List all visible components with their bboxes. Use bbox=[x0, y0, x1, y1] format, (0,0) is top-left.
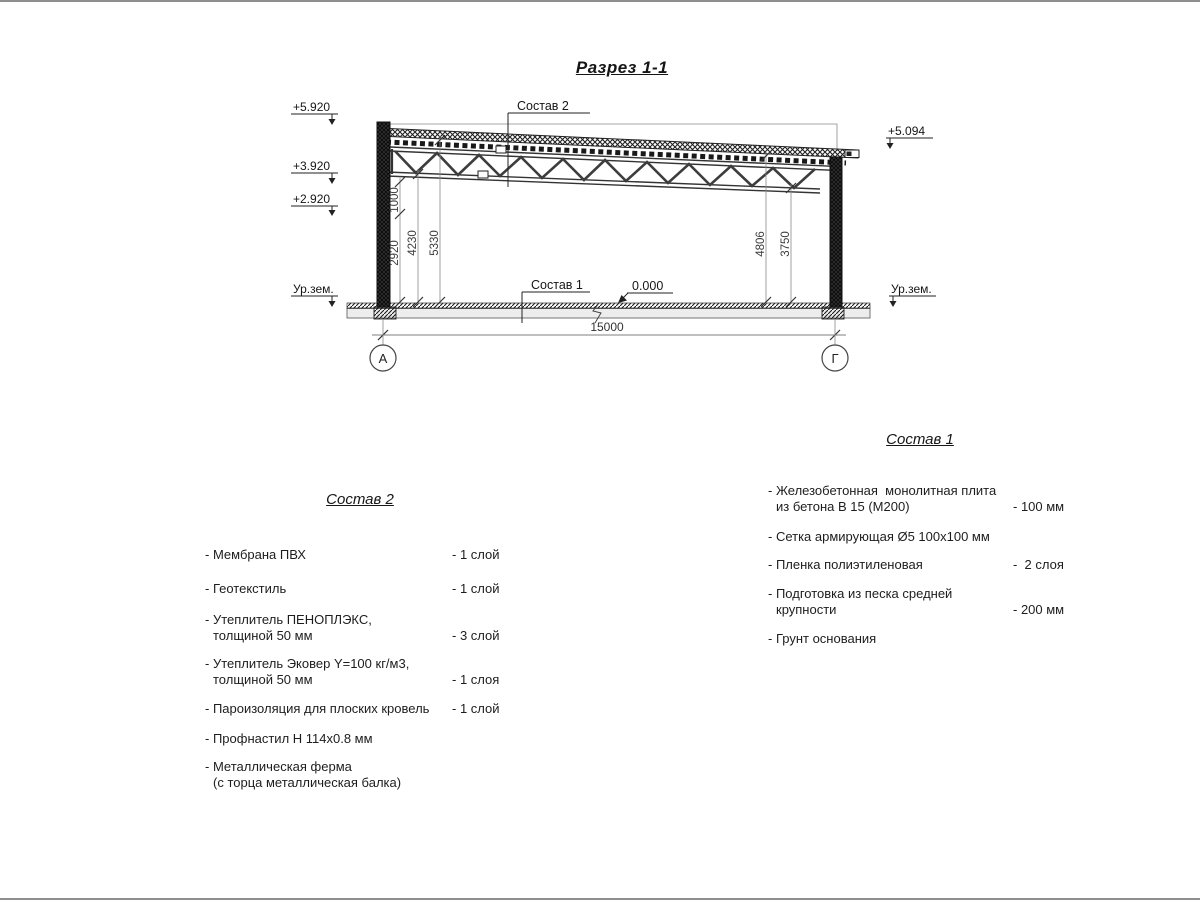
roof-composition-list bbox=[200, 487, 520, 817]
dim-4230: 4230 bbox=[407, 230, 419, 256]
svg-text:Ур.зем.: Ур.зем. bbox=[891, 282, 932, 296]
list-item: - Утеплитель Эковер Y=100 кг/м3, толщиной 50 мм - 1 слоя bbox=[205, 656, 500, 687]
roof-end-plate bbox=[845, 150, 859, 158]
svg-text:+5.094: +5.094 bbox=[888, 124, 926, 138]
dim-5330: 5330 bbox=[429, 230, 441, 256]
svg-text:Состав 1: Состав 1 bbox=[531, 278, 583, 292]
axis-left bbox=[370, 320, 396, 371]
span-dimension bbox=[372, 320, 846, 335]
list-item: - Геотекстиль - 1 слой bbox=[205, 581, 500, 596]
dim-3750: 3750 bbox=[780, 231, 792, 257]
axis-right bbox=[822, 320, 848, 371]
page-title: Разрез 1-1 bbox=[575, 58, 669, 77]
list-item: - Подготовка из песка средней крупности - 200 мм bbox=[768, 586, 1065, 617]
foundation-right bbox=[822, 307, 844, 319]
zero-level-mark bbox=[618, 279, 673, 303]
svg-text:+2.920: +2.920 bbox=[293, 192, 331, 206]
truss-connector-bottom bbox=[478, 171, 488, 178]
section-drawing bbox=[0, 2, 1200, 432]
svg-text:+3.920: +3.920 bbox=[293, 159, 331, 173]
axis-letter-g: Г bbox=[831, 351, 839, 366]
ground-level-right bbox=[889, 282, 936, 307]
elevation-wall-left bbox=[291, 192, 338, 216]
roof-composition-header: Состав 2 bbox=[326, 491, 394, 508]
wall-left bbox=[377, 122, 390, 307]
dim-4806: 4806 bbox=[755, 231, 767, 257]
list-item: - Грунт основания bbox=[768, 631, 877, 646]
elevation-parapet-left bbox=[291, 100, 338, 125]
list-item: - Сетка армирующая Ø5 100х100 мм bbox=[768, 529, 990, 544]
svg-text:0.000: 0.000 bbox=[632, 279, 664, 293]
list-item: - Пленка полиэтиленовая - 2 слоя bbox=[768, 557, 1064, 572]
dim-span: 15000 bbox=[590, 320, 624, 334]
list-item: - Железобетонная монолитная плита из бетона В 15 (М200) - 100 мм bbox=[768, 483, 1065, 514]
dim-2920: 2920 bbox=[389, 240, 401, 266]
vertical-dimension-labels bbox=[389, 187, 792, 266]
svg-text:Ур.зем.: Ур.зем. bbox=[293, 282, 334, 296]
truss-connector-top bbox=[496, 146, 506, 153]
list-item: - Профнастил Н 114х0.8 мм bbox=[205, 731, 373, 746]
list-item: - Металлическая ферма (с торца металлическая балка) bbox=[205, 759, 402, 790]
dim-1000: 1000 bbox=[389, 187, 401, 213]
vertical-dimensions bbox=[400, 136, 791, 304]
floor-composition-list bbox=[760, 427, 1080, 667]
elevation-truss-left bbox=[291, 159, 338, 184]
ground-level-left bbox=[291, 282, 338, 307]
list-item: - Утеплитель ПЕНОПЛЭКС, толщиной 50 мм - 3 слой bbox=[205, 612, 500, 643]
floor-composition-header: Состав 1 bbox=[886, 431, 954, 448]
list-item: - Пароизоляция для плоских кровель - 1 слой bbox=[205, 701, 500, 716]
list-item: - Мембрана ПВХ - 1 слой bbox=[205, 547, 500, 562]
elevation-roof-right bbox=[886, 124, 933, 149]
svg-text:Состав 2: Состав 2 bbox=[517, 99, 569, 113]
foundation-left bbox=[374, 307, 396, 319]
wall-right bbox=[830, 157, 842, 307]
axis-letter-a: А bbox=[378, 351, 388, 366]
svg-text:+5.920: +5.920 bbox=[293, 100, 331, 114]
